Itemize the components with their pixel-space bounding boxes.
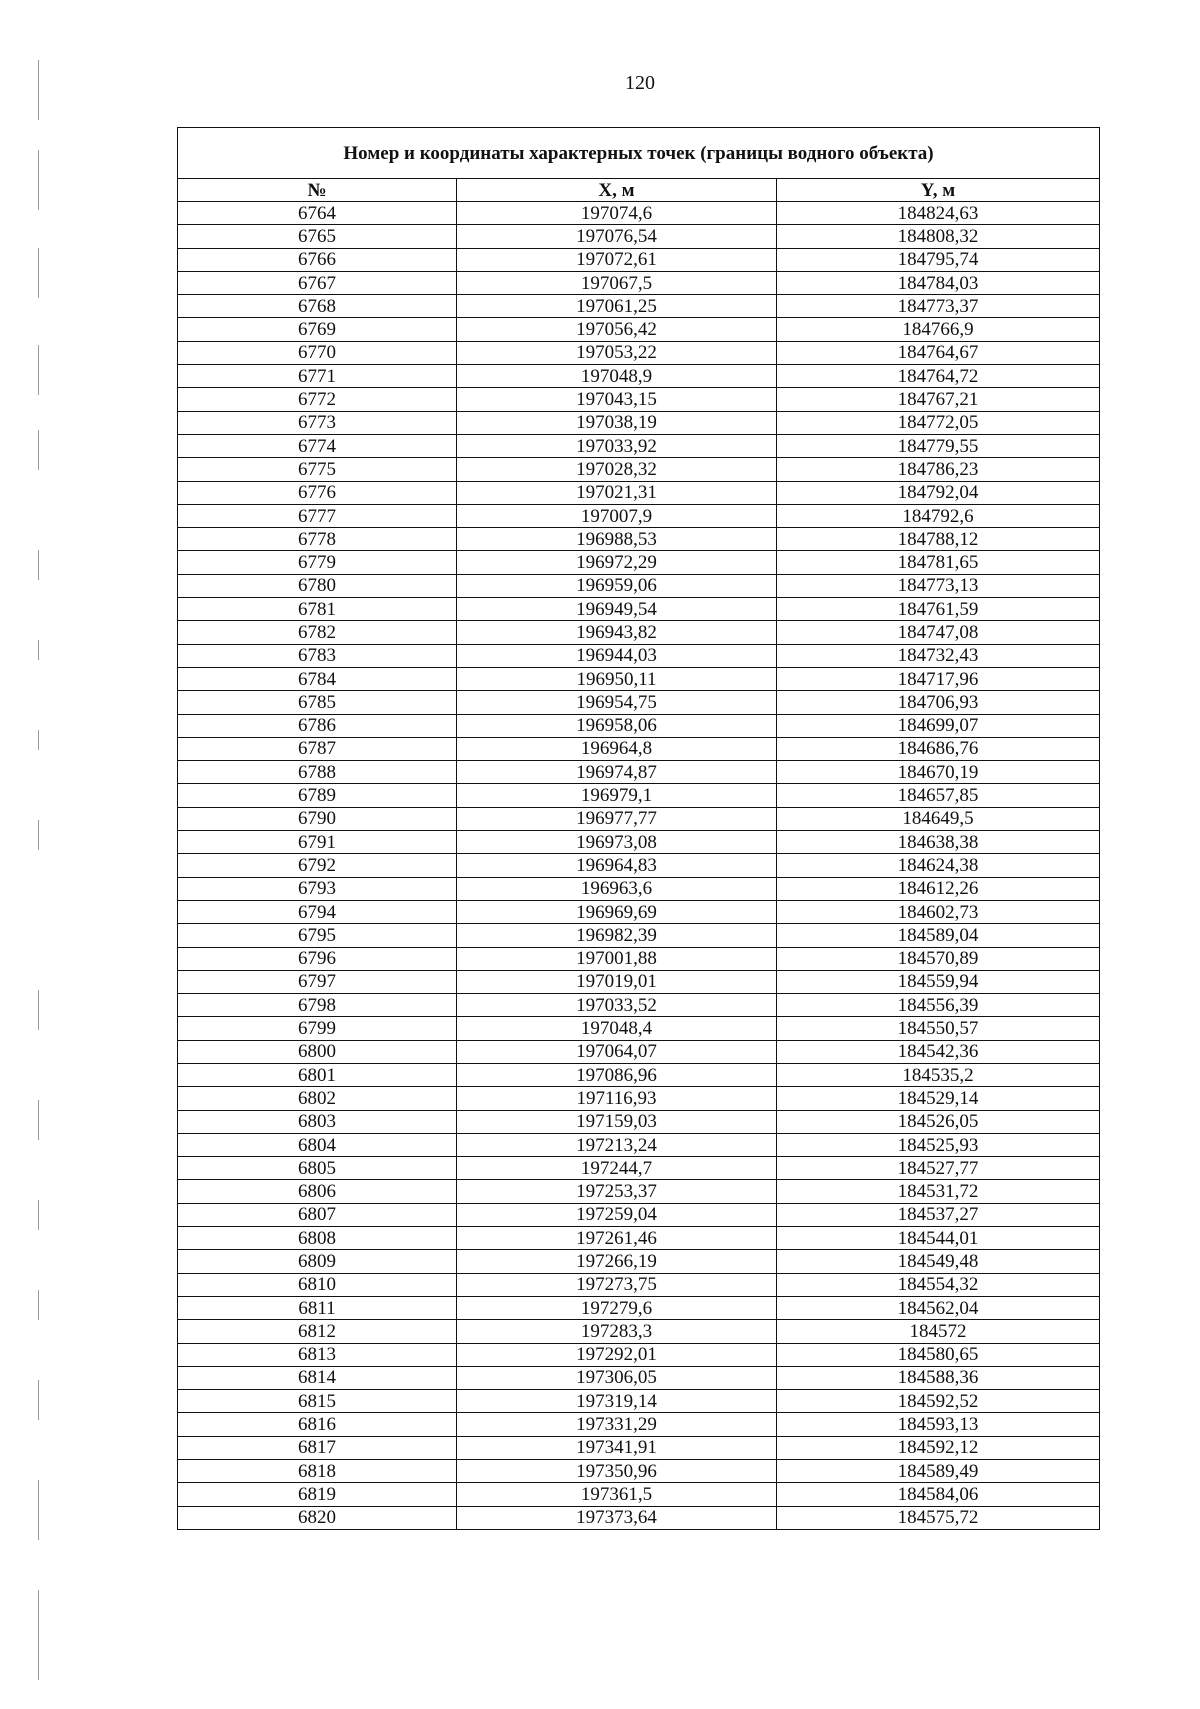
table-row <box>178 271 1100 294</box>
table-row <box>178 784 1100 807</box>
table-row <box>178 1133 1100 1156</box>
table-row <box>178 1063 1100 1086</box>
point-number-cell: 6801 <box>178 1063 457 1086</box>
table-row <box>178 1157 1100 1180</box>
y-coordinate-cell: 184602,73 <box>777 900 1100 923</box>
table-row <box>178 1180 1100 1203</box>
table-row <box>178 877 1100 900</box>
table-row <box>178 1366 1100 1389</box>
y-coordinate-cell: 184593,13 <box>777 1413 1100 1436</box>
scan-artifact-line <box>38 640 39 660</box>
point-number-cell: 6765 <box>178 225 457 248</box>
column-header-number: № <box>178 179 457 202</box>
table-row <box>178 481 1100 504</box>
x-coordinate-cell: 197266,19 <box>457 1250 777 1273</box>
table-row <box>178 318 1100 341</box>
table-row <box>178 388 1100 411</box>
point-number-cell: 6778 <box>178 528 457 551</box>
x-coordinate-cell: 197033,52 <box>457 994 777 1017</box>
y-coordinate-cell: 184747,08 <box>777 621 1100 644</box>
table-row <box>178 295 1100 318</box>
table-row <box>178 598 1100 621</box>
y-coordinate-cell: 184525,93 <box>777 1133 1100 1156</box>
point-number-cell: 6782 <box>178 621 457 644</box>
y-coordinate-cell: 184542,36 <box>777 1040 1100 1063</box>
x-coordinate-cell: 197064,07 <box>457 1040 777 1063</box>
y-coordinate-cell: 184550,57 <box>777 1017 1100 1040</box>
x-coordinate-cell: 197319,14 <box>457 1390 777 1413</box>
point-number-cell: 6794 <box>178 900 457 923</box>
table-row <box>178 1506 1100 1529</box>
x-coordinate-cell: 196950,11 <box>457 667 777 690</box>
point-number-cell: 6798 <box>178 994 457 1017</box>
table-row <box>178 644 1100 667</box>
table-row <box>178 970 1100 993</box>
point-number-cell: 6808 <box>178 1227 457 1250</box>
x-coordinate-cell: 196988,53 <box>457 528 777 551</box>
x-coordinate-cell: 196973,08 <box>457 831 777 854</box>
x-coordinate-cell: 197056,42 <box>457 318 777 341</box>
y-coordinate-cell: 184779,55 <box>777 434 1100 457</box>
table-row <box>178 1087 1100 1110</box>
y-coordinate-cell: 184766,9 <box>777 318 1100 341</box>
table-row <box>178 1343 1100 1366</box>
x-coordinate-cell: 196972,29 <box>457 551 777 574</box>
point-number-cell: 6789 <box>178 784 457 807</box>
y-coordinate-cell: 184592,12 <box>777 1436 1100 1459</box>
x-coordinate-cell: 196959,06 <box>457 574 777 597</box>
table-row <box>178 1250 1100 1273</box>
x-coordinate-cell: 197053,22 <box>457 341 777 364</box>
x-coordinate-cell: 196954,75 <box>457 691 777 714</box>
y-coordinate-cell: 184686,76 <box>777 737 1100 760</box>
x-coordinate-cell: 197021,31 <box>457 481 777 504</box>
x-coordinate-cell: 197086,96 <box>457 1063 777 1086</box>
point-number-cell: 6768 <box>178 295 457 318</box>
y-coordinate-cell: 184588,36 <box>777 1366 1100 1389</box>
table-row <box>178 1413 1100 1436</box>
column-header-x: X, м <box>457 179 777 202</box>
table-row <box>178 1460 1100 1483</box>
y-coordinate-cell: 184717,96 <box>777 667 1100 690</box>
x-coordinate-cell: 197361,5 <box>457 1483 777 1506</box>
table-row <box>178 574 1100 597</box>
scan-artifact-line <box>38 990 39 1030</box>
x-coordinate-cell: 197159,03 <box>457 1110 777 1133</box>
y-coordinate-cell: 184781,65 <box>777 551 1100 574</box>
point-number-cell: 6776 <box>178 481 457 504</box>
point-number-cell: 6773 <box>178 411 457 434</box>
y-coordinate-cell: 184535,2 <box>777 1063 1100 1086</box>
x-coordinate-cell: 197033,92 <box>457 434 777 457</box>
scan-artifact-line <box>38 820 39 850</box>
point-number-cell: 6813 <box>178 1343 457 1366</box>
point-number-cell: 6819 <box>178 1483 457 1506</box>
point-number-cell: 6807 <box>178 1203 457 1226</box>
y-coordinate-cell: 184612,26 <box>777 877 1100 900</box>
point-number-cell: 6779 <box>178 551 457 574</box>
x-coordinate-cell: 197072,61 <box>457 248 777 271</box>
table-row <box>178 947 1100 970</box>
y-coordinate-cell: 184549,48 <box>777 1250 1100 1273</box>
table-row <box>178 434 1100 457</box>
x-coordinate-cell: 196963,6 <box>457 877 777 900</box>
y-coordinate-cell: 184649,5 <box>777 807 1100 830</box>
scan-artifact-line <box>38 1100 39 1140</box>
table-row <box>178 994 1100 1017</box>
point-number-cell: 6781 <box>178 598 457 621</box>
scan-artifact-line <box>38 60 39 120</box>
y-coordinate-cell: 184792,6 <box>777 504 1100 527</box>
scan-artifact-line <box>38 345 39 395</box>
table-row <box>178 691 1100 714</box>
y-coordinate-cell: 184559,94 <box>777 970 1100 993</box>
y-coordinate-cell: 184767,21 <box>777 388 1100 411</box>
table-row <box>178 1436 1100 1459</box>
x-coordinate-cell: 197283,3 <box>457 1320 777 1343</box>
y-coordinate-cell: 184792,04 <box>777 481 1100 504</box>
y-coordinate-cell: 184808,32 <box>777 225 1100 248</box>
y-coordinate-cell: 184562,04 <box>777 1296 1100 1319</box>
scan-artifact-line <box>38 248 39 298</box>
table-row <box>178 248 1100 271</box>
x-coordinate-cell: 197292,01 <box>457 1343 777 1366</box>
table-row <box>178 831 1100 854</box>
scan-artifact-line <box>38 1290 39 1320</box>
y-coordinate-cell: 184554,32 <box>777 1273 1100 1296</box>
table-row <box>178 1227 1100 1250</box>
x-coordinate-cell: 197048,4 <box>457 1017 777 1040</box>
table-row <box>178 667 1100 690</box>
x-coordinate-cell: 197061,25 <box>457 295 777 318</box>
x-coordinate-cell: 197076,54 <box>457 225 777 248</box>
x-coordinate-cell: 196969,69 <box>457 900 777 923</box>
y-coordinate-cell: 184589,04 <box>777 924 1100 947</box>
point-number-cell: 6784 <box>178 667 457 690</box>
table-row <box>178 737 1100 760</box>
table-row <box>178 1040 1100 1063</box>
table-row <box>178 202 1100 225</box>
point-number-cell: 6767 <box>178 271 457 294</box>
x-coordinate-cell: 197067,5 <box>457 271 777 294</box>
x-coordinate-cell: 196943,82 <box>457 621 777 644</box>
x-coordinate-cell: 197244,7 <box>457 1157 777 1180</box>
point-number-cell: 6802 <box>178 1087 457 1110</box>
y-coordinate-cell: 184580,65 <box>777 1343 1100 1366</box>
x-coordinate-cell: 197213,24 <box>457 1133 777 1156</box>
point-number-cell: 6777 <box>178 504 457 527</box>
point-number-cell: 6812 <box>178 1320 457 1343</box>
point-number-cell: 6791 <box>178 831 457 854</box>
x-coordinate-cell: 197048,9 <box>457 365 777 388</box>
table-row <box>178 900 1100 923</box>
scan-artifact-line <box>38 730 39 750</box>
x-coordinate-cell: 197306,05 <box>457 1366 777 1389</box>
y-coordinate-cell: 184638,38 <box>777 831 1100 854</box>
x-coordinate-cell: 196964,83 <box>457 854 777 877</box>
point-number-cell: 6774 <box>178 434 457 457</box>
table-row <box>178 341 1100 364</box>
y-coordinate-cell: 184773,37 <box>777 295 1100 318</box>
table-row <box>178 621 1100 644</box>
x-coordinate-cell: 196944,03 <box>457 644 777 667</box>
table-row <box>178 1017 1100 1040</box>
point-number-cell: 6809 <box>178 1250 457 1273</box>
y-coordinate-cell: 184764,72 <box>777 365 1100 388</box>
table-row <box>178 225 1100 248</box>
coordinates-table <box>177 127 1100 1530</box>
scan-artifact-line <box>38 1380 39 1420</box>
x-coordinate-cell: 197019,01 <box>457 970 777 993</box>
table-row <box>178 1296 1100 1319</box>
point-number-cell: 6792 <box>178 854 457 877</box>
table-row <box>178 458 1100 481</box>
table-row <box>178 504 1100 527</box>
point-number-cell: 6775 <box>178 458 457 481</box>
point-number-cell: 6793 <box>178 877 457 900</box>
x-coordinate-cell: 197279,6 <box>457 1296 777 1319</box>
x-coordinate-cell: 196958,06 <box>457 714 777 737</box>
y-coordinate-cell: 184592,52 <box>777 1390 1100 1413</box>
y-coordinate-cell: 184732,43 <box>777 644 1100 667</box>
y-coordinate-cell: 184589,49 <box>777 1460 1100 1483</box>
y-coordinate-cell: 184526,05 <box>777 1110 1100 1133</box>
point-number-cell: 6800 <box>178 1040 457 1063</box>
x-coordinate-cell: 196964,8 <box>457 737 777 760</box>
point-number-cell: 6810 <box>178 1273 457 1296</box>
table-title: Номер и координаты характерных точек (границы водного объекта) <box>178 128 1100 179</box>
point-number-cell: 6780 <box>178 574 457 597</box>
y-coordinate-cell: 184699,07 <box>777 714 1100 737</box>
y-coordinate-cell: 184824,63 <box>777 202 1100 225</box>
point-number-cell: 6806 <box>178 1180 457 1203</box>
point-number-cell: 6814 <box>178 1366 457 1389</box>
y-coordinate-cell: 184531,72 <box>777 1180 1100 1203</box>
x-coordinate-cell: 197007,9 <box>457 504 777 527</box>
table-row <box>178 807 1100 830</box>
point-number-cell: 6820 <box>178 1506 457 1529</box>
page-number: 120 <box>625 72 655 94</box>
x-coordinate-cell: 197273,75 <box>457 1273 777 1296</box>
point-number-cell: 6770 <box>178 341 457 364</box>
table-row <box>178 1483 1100 1506</box>
x-coordinate-cell: 197341,91 <box>457 1436 777 1459</box>
x-coordinate-cell: 197043,15 <box>457 388 777 411</box>
scan-artifact-line <box>38 550 39 580</box>
point-number-cell: 6795 <box>178 924 457 947</box>
table-row <box>178 924 1100 947</box>
y-coordinate-cell: 184773,13 <box>777 574 1100 597</box>
y-coordinate-cell: 184572 <box>777 1320 1100 1343</box>
y-coordinate-cell: 184795,74 <box>777 248 1100 271</box>
x-coordinate-cell: 196949,54 <box>457 598 777 621</box>
y-coordinate-cell: 184529,14 <box>777 1087 1100 1110</box>
table-row <box>178 528 1100 551</box>
table-row <box>178 1110 1100 1133</box>
point-number-cell: 6764 <box>178 202 457 225</box>
x-coordinate-cell: 197261,46 <box>457 1227 777 1250</box>
y-coordinate-cell: 184706,93 <box>777 691 1100 714</box>
table-body <box>178 202 1100 1530</box>
x-coordinate-cell: 196974,87 <box>457 761 777 784</box>
table-row <box>178 1390 1100 1413</box>
point-number-cell: 6815 <box>178 1390 457 1413</box>
point-number-cell: 6771 <box>178 365 457 388</box>
y-coordinate-cell: 184570,89 <box>777 947 1100 970</box>
x-coordinate-cell: 197350,96 <box>457 1460 777 1483</box>
scan-artifact-line <box>38 1590 39 1680</box>
point-number-cell: 6799 <box>178 1017 457 1040</box>
y-coordinate-cell: 184624,38 <box>777 854 1100 877</box>
y-coordinate-cell: 184584,06 <box>777 1483 1100 1506</box>
point-number-cell: 6796 <box>178 947 457 970</box>
x-coordinate-cell: 197259,04 <box>457 1203 777 1226</box>
table-row <box>178 854 1100 877</box>
point-number-cell: 6790 <box>178 807 457 830</box>
point-number-cell: 6803 <box>178 1110 457 1133</box>
point-number-cell: 6772 <box>178 388 457 411</box>
y-coordinate-cell: 184657,85 <box>777 784 1100 807</box>
table-row <box>178 761 1100 784</box>
point-number-cell: 6786 <box>178 714 457 737</box>
y-coordinate-cell: 184527,77 <box>777 1157 1100 1180</box>
x-coordinate-cell: 196979,1 <box>457 784 777 807</box>
table-row <box>178 365 1100 388</box>
table-row <box>178 551 1100 574</box>
point-number-cell: 6769 <box>178 318 457 341</box>
scan-artifact-line <box>38 1480 39 1540</box>
y-coordinate-cell: 184544,01 <box>777 1227 1100 1250</box>
table-row <box>178 1273 1100 1296</box>
point-number-cell: 6817 <box>178 1436 457 1459</box>
point-number-cell: 6797 <box>178 970 457 993</box>
table-row <box>178 411 1100 434</box>
x-coordinate-cell: 197373,64 <box>457 1506 777 1529</box>
y-coordinate-cell: 184575,72 <box>777 1506 1100 1529</box>
table-row <box>178 714 1100 737</box>
point-number-cell: 6811 <box>178 1296 457 1319</box>
scan-artifact-line <box>38 430 39 470</box>
x-coordinate-cell: 197116,93 <box>457 1087 777 1110</box>
y-coordinate-cell: 184537,27 <box>777 1203 1100 1226</box>
scan-artifact-line <box>38 150 39 210</box>
x-coordinate-cell: 197331,29 <box>457 1413 777 1436</box>
point-number-cell: 6805 <box>178 1157 457 1180</box>
x-coordinate-cell: 197028,32 <box>457 458 777 481</box>
x-coordinate-cell: 196977,77 <box>457 807 777 830</box>
x-coordinate-cell: 196982,39 <box>457 924 777 947</box>
y-coordinate-cell: 184670,19 <box>777 761 1100 784</box>
point-number-cell: 6816 <box>178 1413 457 1436</box>
y-coordinate-cell: 184556,39 <box>777 994 1100 1017</box>
point-number-cell: 6766 <box>178 248 457 271</box>
point-number-cell: 6787 <box>178 737 457 760</box>
table-row <box>178 1320 1100 1343</box>
x-coordinate-cell: 197038,19 <box>457 411 777 434</box>
point-number-cell: 6804 <box>178 1133 457 1156</box>
x-coordinate-cell: 197253,37 <box>457 1180 777 1203</box>
scan-artifact-line <box>38 1200 39 1230</box>
x-coordinate-cell: 197074,6 <box>457 202 777 225</box>
point-number-cell: 6818 <box>178 1460 457 1483</box>
point-number-cell: 6783 <box>178 644 457 667</box>
table-row <box>178 1203 1100 1226</box>
point-number-cell: 6788 <box>178 761 457 784</box>
y-coordinate-cell: 184761,59 <box>777 598 1100 621</box>
x-coordinate-cell: 197001,88 <box>457 947 777 970</box>
y-coordinate-cell: 184786,23 <box>777 458 1100 481</box>
y-coordinate-cell: 184788,12 <box>777 528 1100 551</box>
column-header-y: Y, м <box>777 179 1100 202</box>
point-number-cell: 6785 <box>178 691 457 714</box>
y-coordinate-cell: 184764,67 <box>777 341 1100 364</box>
y-coordinate-cell: 184772,05 <box>777 411 1100 434</box>
y-coordinate-cell: 184784,03 <box>777 271 1100 294</box>
